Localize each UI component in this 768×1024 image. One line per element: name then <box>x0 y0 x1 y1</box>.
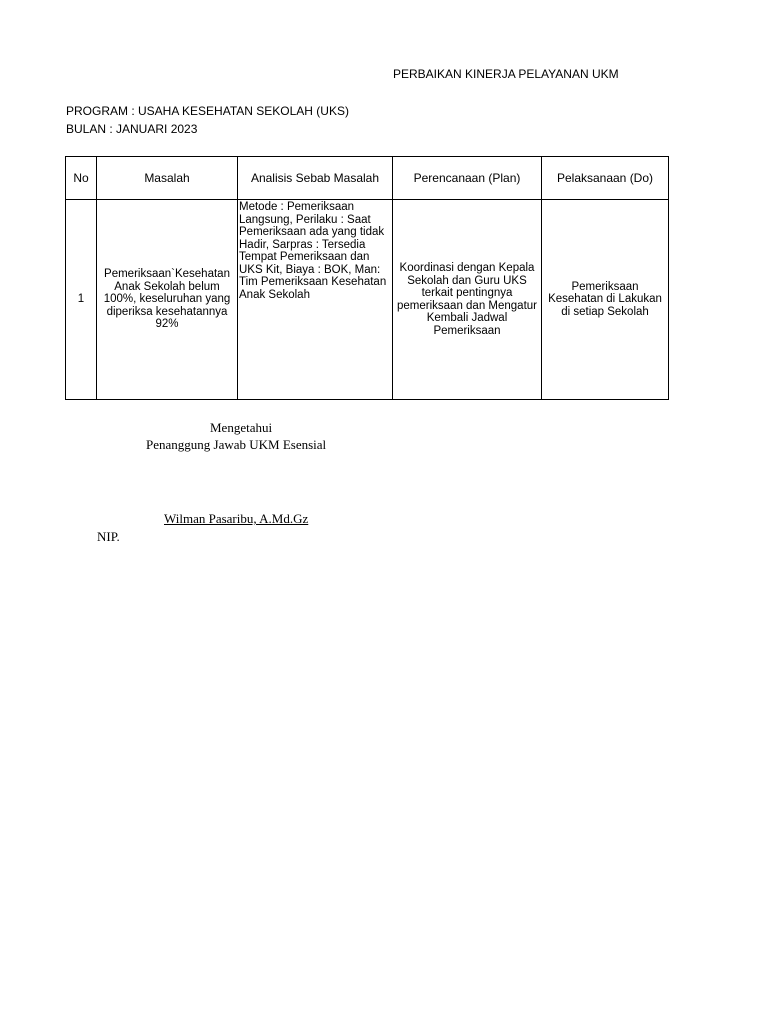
cell-plan: Koordinasi dengan Kepala Sekolah dan Guru UKS terkait pentingnya pemeriksaan dan Mengatur Kembali Jadwal Pemeriksaan <box>393 200 542 400</box>
acknowledge-label: Mengetahui <box>210 420 273 435</box>
signatory-name: Wilman Pasaribu, A.Md.Gz <box>164 511 309 526</box>
cell-analysis: Metode : Pemeriksaan Langsung, Perilaku : Saat Pemeriksaan ada yang tidak Hadir, Sarpras : Tersedia Tempat Pemeriksaan dan UKS Kit, Biaya : BOK, Man: Tim Pemeriksaan Kesehatan Anak Sekolah <box>238 200 393 400</box>
column-header-no: No <box>66 157 97 200</box>
responsible-title: Penanggung Jawab UKM Esensial <box>146 437 327 452</box>
cell-no: 1 <box>66 200 97 400</box>
document-title: PERBAIKAN KINERJA PELAYANAN UKM <box>393 67 619 81</box>
column-header-do: Pelaksanaan (Do) <box>542 157 669 200</box>
nip-label: NIP. <box>97 529 120 544</box>
table-header-row <box>66 157 669 200</box>
column-header-problem: Masalah <box>97 157 238 200</box>
program-label: PROGRAM : USAHA KESEHATAN SEKOLAH (UKS) <box>66 104 349 118</box>
column-header-analysis: Analisis Sebab Masalah <box>238 157 393 200</box>
column-header-plan: Perencanaan (Plan) <box>393 157 542 200</box>
cell-problem: Pemeriksaan`Kesehatan Anak Sekolah belum 100%, keseluruhan yang diperiksa kesehatannya 92% <box>97 200 238 400</box>
month-label: BULAN : JANUARI 2023 <box>66 122 198 136</box>
table-row <box>66 200 669 400</box>
performance-table <box>65 156 669 400</box>
cell-do: Pemeriksaan Kesehatan di Lakukan di setiap Sekolah <box>542 200 669 400</box>
